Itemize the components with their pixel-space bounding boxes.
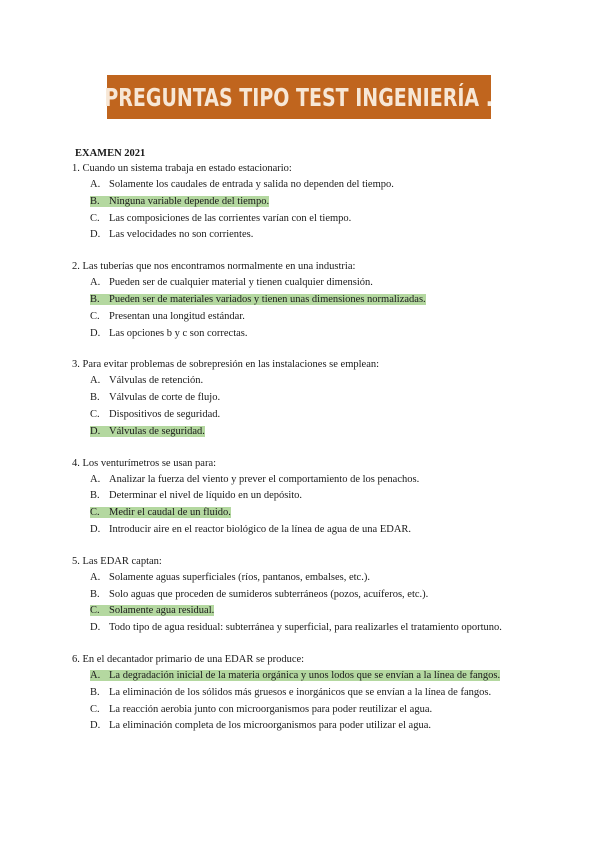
option-list <box>72 177 532 244</box>
option-item <box>72 227 532 244</box>
question-4 <box>72 456 532 539</box>
option-item <box>72 177 532 194</box>
option-content <box>90 328 248 339</box>
question-text: 4. Los venturímetros se usan para: <box>72 457 217 469</box>
option-text: Solamente los caudales de entrada y salida no dependen del tiempo. <box>109 179 394 190</box>
option-text: Válvulas de retención. <box>109 375 204 387</box>
option-content <box>90 213 351 224</box>
option-content <box>90 720 431 731</box>
correct-answer-highlight <box>90 670 500 681</box>
title-banner <box>104 75 494 119</box>
correct-answer-highlight <box>90 294 426 305</box>
question-3 <box>72 357 532 440</box>
option-content <box>90 277 373 288</box>
option-content <box>90 392 220 403</box>
option-item <box>72 488 532 505</box>
option-text: Introducir aire en el reactor biológico de la línea de agua de una EDAR. <box>109 523 412 535</box>
option-letter: B. <box>90 392 100 404</box>
option-text: Las velocidades no son corrientes. <box>109 229 254 241</box>
option-letter: C. <box>90 212 100 224</box>
option-text: Pueden ser de cualquier material y tienen cualquier dimensión. <box>109 277 373 289</box>
question-5 <box>72 554 532 637</box>
option-content <box>90 572 370 583</box>
correct-answer-highlight <box>90 426 205 437</box>
question-text: 6. En el decantador primario de una EDAR se produce: <box>72 653 305 665</box>
option-text: La degradación inicial de la materia orgánica y unos lodos que se envían a la línea de fangos. <box>109 669 501 681</box>
option-text: La reacción aerobia junto con microorganismos para poder reutilizar el agua. <box>109 703 433 715</box>
option-item <box>72 424 532 441</box>
option-letter: B. <box>90 490 100 502</box>
option-list <box>72 373 532 440</box>
option-text: Solamente aguas superficiales (ríos, pantanos, embalses, etc.). <box>109 571 370 583</box>
option-content <box>90 687 491 698</box>
question-text: 2. Las tuberías que nos encontramos normalmente en una industria: <box>72 261 356 273</box>
option-item <box>72 603 532 620</box>
option-text: Ninguna variable depende del tiempo. <box>109 195 270 207</box>
option-text: Solamente agua residual. <box>109 605 215 617</box>
option-item <box>72 685 532 702</box>
option-letter: A. <box>90 669 101 681</box>
option-item <box>72 211 532 228</box>
option-letter: B. <box>90 686 100 698</box>
option-letter: B. <box>90 293 100 305</box>
option-letter: A. <box>90 473 101 485</box>
correct-answer-highlight <box>90 507 231 518</box>
option-item <box>72 309 532 326</box>
question-text: 5. Las EDAR captan: <box>72 555 162 567</box>
option-item <box>72 668 532 685</box>
option-letter: C. <box>90 507 100 519</box>
exam-content <box>72 146 532 750</box>
option-item <box>72 472 532 489</box>
option-content <box>90 622 502 633</box>
option-item <box>72 620 532 637</box>
option-item <box>72 718 532 735</box>
option-content <box>90 490 302 501</box>
option-content <box>90 311 245 322</box>
option-item <box>72 292 532 309</box>
option-text: Solo aguas que proceden de sumideros subterráneos (pozos, acuíferos, etc.). <box>109 588 429 600</box>
option-letter: C. <box>90 310 100 322</box>
option-item <box>72 390 532 407</box>
question-2 <box>72 259 532 342</box>
option-item <box>72 275 532 292</box>
option-text: Las composiciones de las corrientes varían con el tiempo. <box>109 212 352 224</box>
option-text: Dispositivos de seguridad. <box>109 408 221 420</box>
option-letter: A. <box>90 375 101 387</box>
option-text: Las opciones b y c son correctas. <box>109 327 248 339</box>
correct-answer-highlight <box>90 196 269 207</box>
option-letter: B. <box>90 195 100 207</box>
option-text: Válvulas de corte de flujo. <box>109 392 221 404</box>
option-item <box>72 587 532 604</box>
option-content <box>90 524 411 535</box>
option-item <box>72 194 532 211</box>
option-text: Analizar la fuerza del viento y prever el comportamiento de los penachos. <box>109 473 420 485</box>
option-item <box>72 326 532 343</box>
option-text: La eliminación completa de los microorganismos para poder utilizar el agua. <box>109 720 431 732</box>
option-content <box>90 589 428 600</box>
option-letter: D. <box>90 229 101 241</box>
option-letter: A. <box>90 277 101 289</box>
correct-answer-highlight <box>90 605 214 616</box>
option-letter: D. <box>90 425 101 437</box>
option-text: La eliminación de los sólidos más gruesos e inorgánicos que se envían a la línea de fangos. <box>109 686 492 698</box>
option-letter: C. <box>90 408 100 420</box>
question-1 <box>72 161 532 244</box>
option-text: Determinar el nivel de líquido en un depósito. <box>109 490 303 502</box>
option-letter: C. <box>90 703 100 715</box>
option-letter: D. <box>90 523 101 535</box>
option-list <box>72 275 532 342</box>
option-list <box>72 472 532 539</box>
option-content <box>90 704 432 715</box>
option-text: Presentan una longitud estándar. <box>109 310 245 322</box>
option-item <box>72 407 532 424</box>
question-text: 3. Para evitar problemas de sobrepresión en las instalaciones se emplean: <box>72 359 380 371</box>
option-content <box>90 474 419 485</box>
option-content <box>90 375 203 386</box>
option-letter: A. <box>90 571 101 583</box>
option-content <box>90 179 394 190</box>
option-letter: A. <box>90 179 101 190</box>
option-text: Medir el caudal de un fluido. <box>109 507 231 519</box>
option-item <box>72 373 532 390</box>
option-text: Válvulas de seguridad. <box>109 425 205 437</box>
option-letter: D. <box>90 327 101 339</box>
option-text: Todo tipo de agua residual: subterránea y superficial, para realizarles el tratamiento oportuno. <box>109 622 502 634</box>
question-list <box>72 161 532 735</box>
option-content <box>90 409 220 420</box>
option-text: Pueden ser de materiales variados y tienen unas dimensiones normalizadas. <box>109 293 426 305</box>
exam-label: EXAMEN 2021 <box>75 148 146 159</box>
option-item <box>72 570 532 587</box>
option-letter: C. <box>90 605 100 617</box>
option-item <box>72 505 532 522</box>
option-letter: D. <box>90 720 101 732</box>
option-letter: D. <box>90 622 101 634</box>
option-list <box>72 668 532 735</box>
question-text: 1. Cuando un sistema trabaja en estado estacionario: <box>72 163 292 174</box>
option-letter: B. <box>90 588 100 600</box>
page-title: PREGUNTAS TIPO TEST INGENIERÍA . <box>104 82 494 112</box>
option-content <box>90 229 253 240</box>
option-list <box>72 570 532 637</box>
option-item <box>72 522 532 539</box>
option-item <box>72 702 532 719</box>
question-6 <box>72 652 532 735</box>
